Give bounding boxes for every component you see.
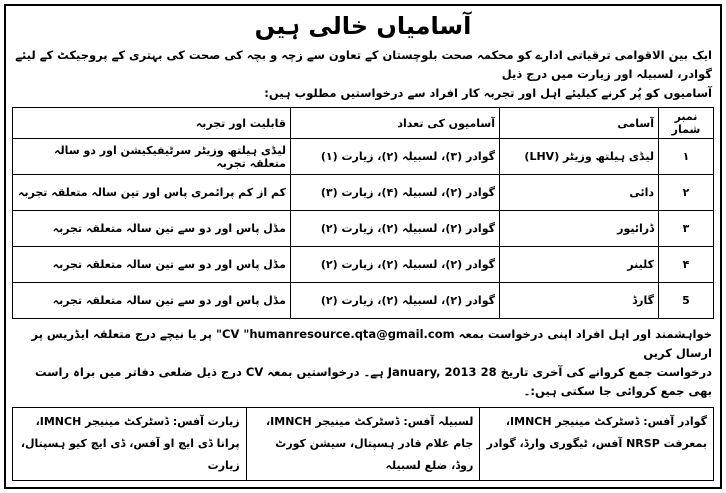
- header-serial: نمبر شمار: [659, 108, 714, 139]
- apply-instructions: خواہشمند اور اہل افراد اپنی درخواست بمعہ CV "humanresource.qta@gmail.com" پر یا نیچے درج متعلقہ ایڈریس پر ارسال کریں: [31, 327, 712, 360]
- post: گارڈ: [500, 283, 659, 319]
- table-header: [13, 108, 714, 139]
- count: گوادر (۲)، لسبیلہ (۲)، زیارت (۲): [291, 283, 500, 319]
- ad-title: آسامیاں خالی ہیں: [254, 12, 472, 40]
- table-row: [13, 283, 714, 319]
- post: کلینر: [500, 247, 659, 283]
- post: لیڈی ہیلتھ وزیٹر (LHV): [500, 139, 659, 175]
- header-count: آسامیوں کی تعداد: [291, 108, 500, 139]
- serial: ۴: [659, 247, 714, 283]
- office-lasbela: [246, 408, 480, 480]
- office-title: لسبیلہ آفس: ڈسٹرکٹ مینیجر IMNCH،: [265, 415, 474, 428]
- qualification: لیڈی ہیلتھ وزیٹر سرٹیفیکیشن اور دو سالہ متعلقہ تجربہ: [13, 139, 291, 175]
- office-title: گوادر آفس: ڈسٹرکٹ مینیجر IMNCH،: [505, 415, 707, 428]
- serial: ۲: [659, 175, 714, 211]
- post: دائی: [500, 175, 659, 211]
- table-row: [13, 175, 714, 211]
- table-row: [13, 139, 714, 175]
- vacancy-table: [12, 107, 714, 319]
- office-title: زیارت آفس: ڈسٹرکٹ مینیجر IMNCH،: [35, 415, 240, 428]
- header-qualification: قابلیت اور تجربہ: [13, 108, 291, 139]
- count: گوادر (۳)، لسبیلہ (۲)، زیارت (۱): [291, 139, 500, 175]
- post: ڈرائیور: [500, 211, 659, 247]
- intro-line-1: ایک بین الاقوامی ترقیاتی ادارے کو محکمہ صحت بلوچستان کے تعاون سے زچہ و بچہ کی صحت کی بہتری کے پروجیکٹ کے لیئے گوادر، لسبیلہ اور زیارت میں درج ذیل: [15, 48, 712, 81]
- header-post: آسامی: [500, 108, 659, 139]
- qualification: مڈل پاس اور دو سے تین سالہ متعلقہ تجربہ: [13, 283, 291, 319]
- count: گوادر (۲)، لسبیلہ (۴)، زیارت (۳): [291, 175, 500, 211]
- office-address: پرانا ڈی ایچ او آفس، ڈی ایچ کیو ہسپتال، زیارت: [20, 437, 240, 472]
- count: گوادر (۲)، لسبیلہ (۲)، زیارت (۲): [291, 247, 500, 283]
- intro-line-2: آسامیوں کو پُر کرنے کیلیئے اہل اور تجربہ کار افراد سے درخواستیں مطلوب ہیں:: [264, 86, 712, 100]
- deadline-text: درخواست جمع کروانے کی آخری تاریخ 28 January, 2013 ہے۔ درخواستیں بمعہ CV درج ذیل ضلعی دفاتر میں براہ راست بھی جمع کروائی جا سکتی ہیں:۔: [35, 365, 712, 398]
- office-address: جام غلام قادر ہسپتال، سیشن کورٹ روڈ، ضلع لسبیلہ: [275, 437, 474, 472]
- office-ziarat: [13, 408, 246, 480]
- serial: ۱: [659, 139, 714, 175]
- qualification: مڈل پاس اور دو سے تین سالہ متعلقہ تجربہ: [13, 211, 291, 247]
- qualification: مڈل پاس اور دو سے تین سالہ متعلقہ تجربہ: [13, 247, 291, 283]
- count: گوادر (۲)، لسبیلہ (۲)، زیارت (۲): [291, 211, 500, 247]
- office-gwadar: [479, 408, 713, 480]
- qualification: کم از کم پرائمری پاس اور تین سالہ متعلقہ تجربہ: [13, 175, 291, 211]
- table-row: [13, 247, 714, 283]
- job-advertisement: [4, 4, 722, 489]
- office-address: بمعرفت NRSP آفس، ٹیگوری وارڈ، گوادر: [486, 437, 707, 450]
- serial: 5: [659, 283, 714, 319]
- serial: ۳: [659, 211, 714, 247]
- office-addresses: [12, 407, 714, 481]
- table-row: [13, 211, 714, 247]
